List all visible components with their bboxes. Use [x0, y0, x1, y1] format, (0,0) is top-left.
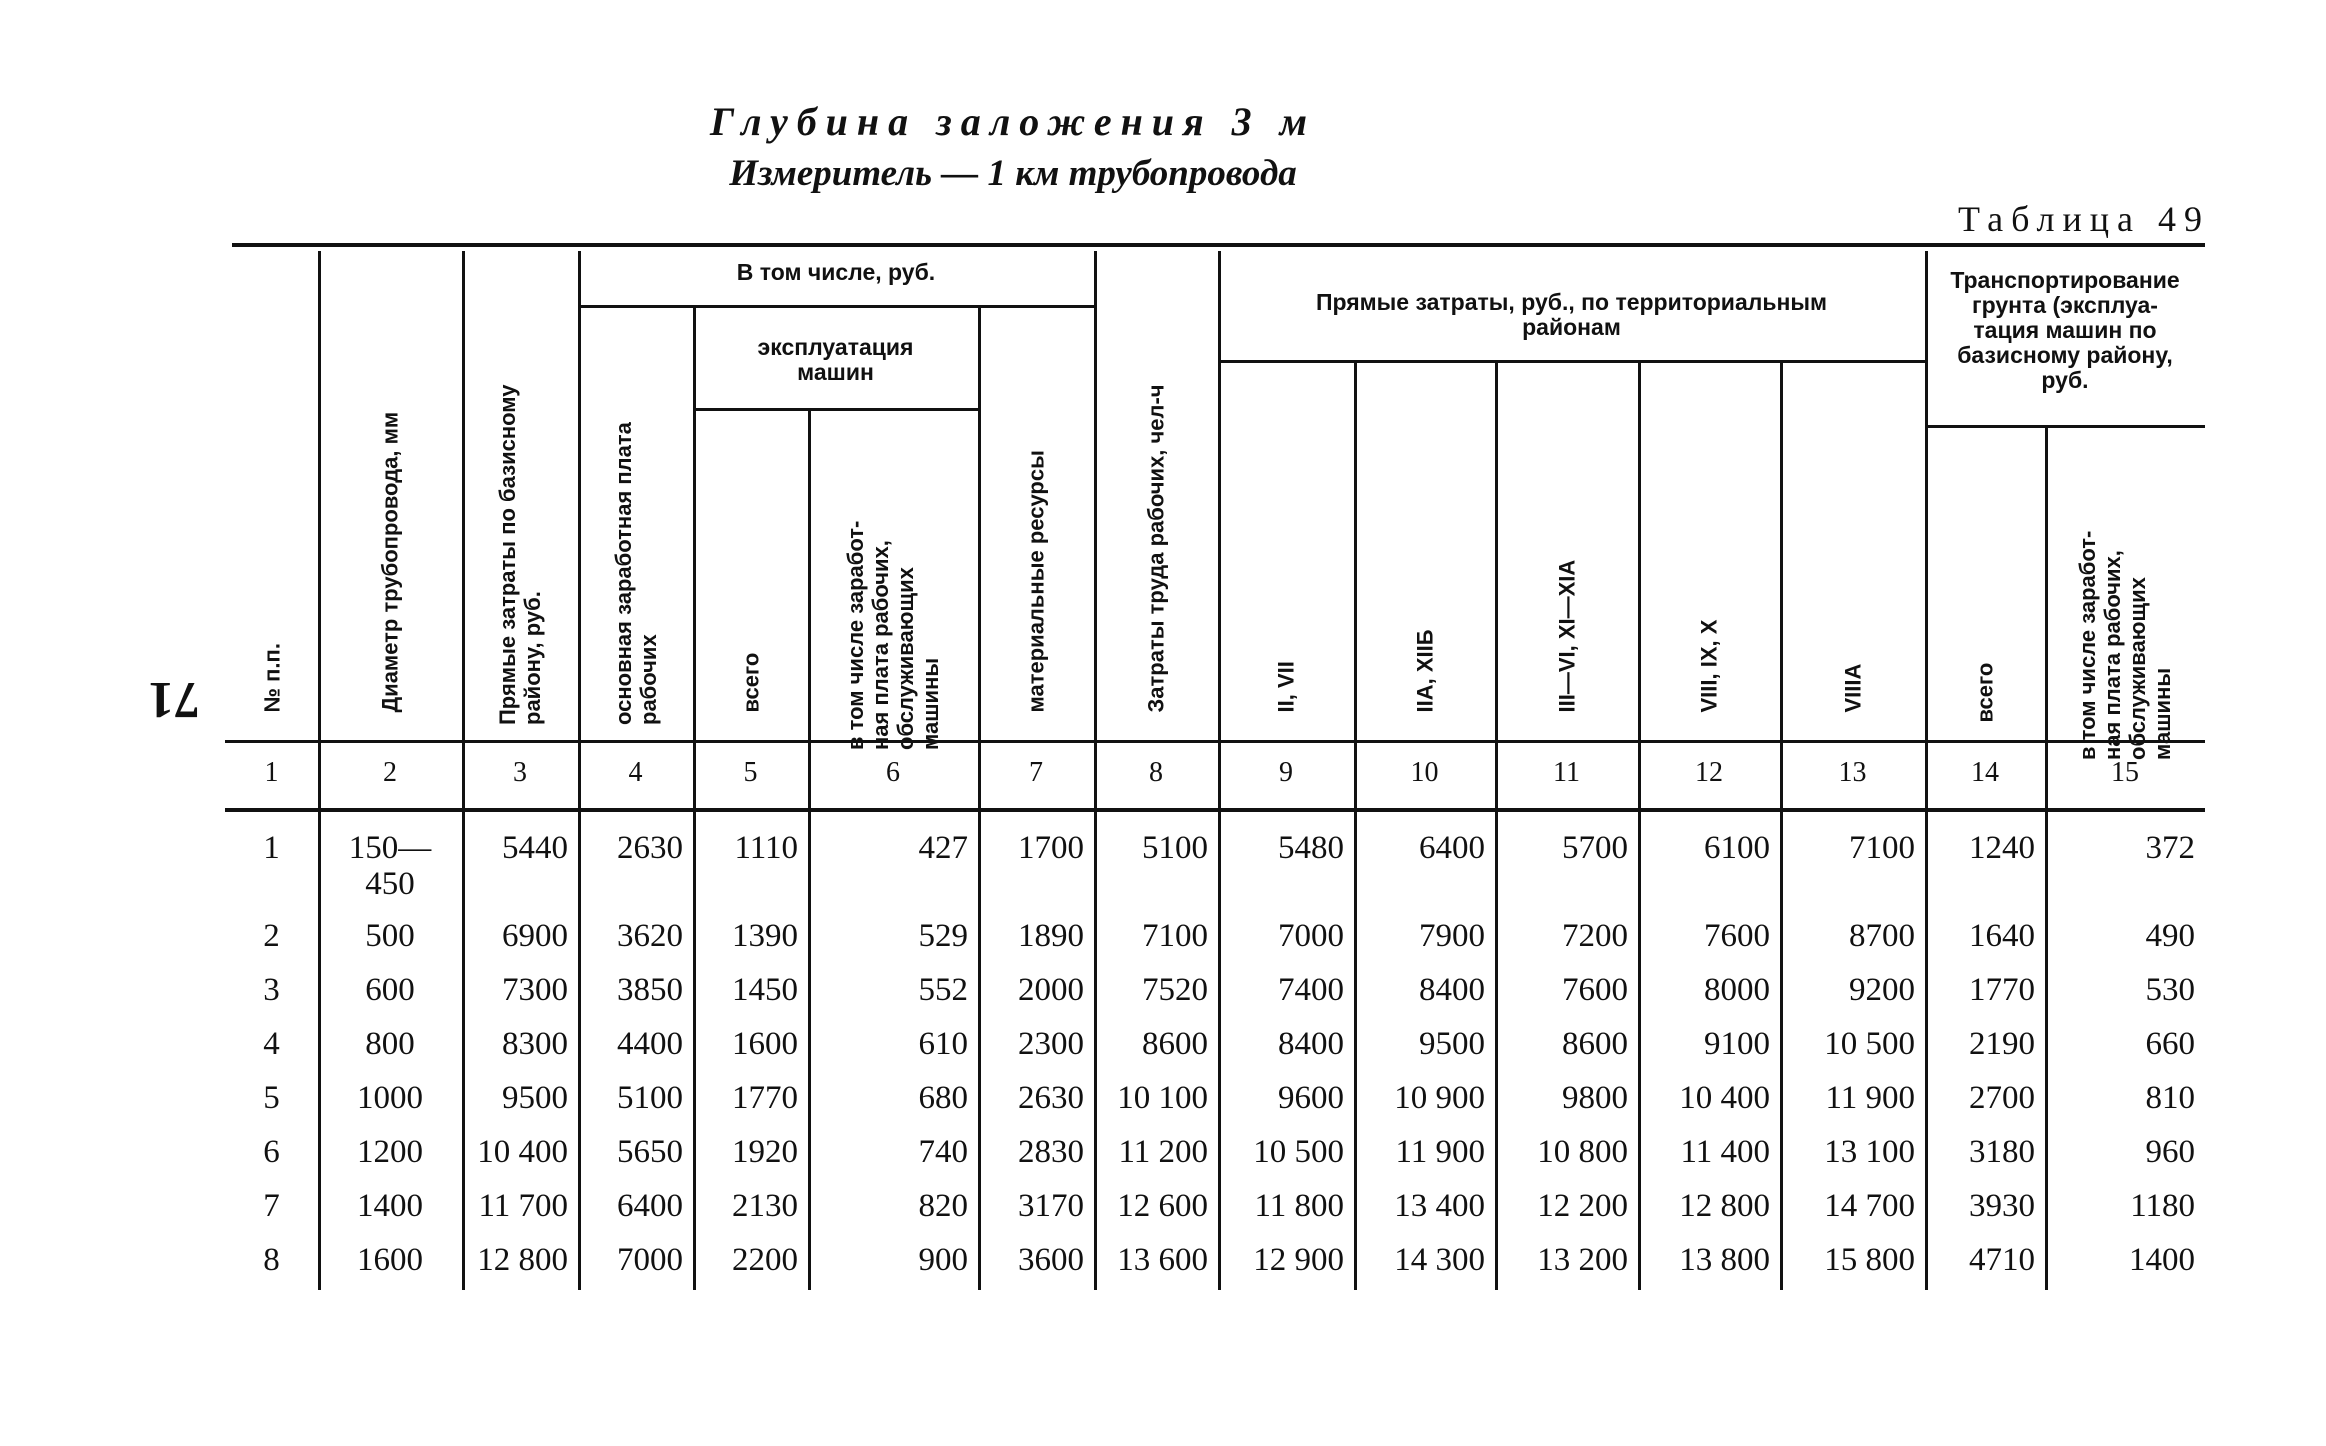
table-cell: 10 100: [1117, 1080, 1208, 1116]
table-cell: 8400: [1278, 1026, 1344, 1062]
table-cell: 1700: [1018, 830, 1084, 866]
table-cell: 1390: [732, 918, 798, 954]
column-divider: [808, 408, 811, 1290]
table-cell: 1: [263, 830, 280, 866]
table-cell: 14 300: [1394, 1242, 1485, 1278]
table-cell: 529: [918, 918, 968, 954]
column-number: 12: [1695, 757, 1723, 788]
header-c14: всего: [1972, 662, 1998, 723]
table-cell: 1400: [2129, 1242, 2195, 1278]
header-c10: IIA, XIIБ: [1412, 629, 1437, 713]
table-cell: 12 800: [1679, 1188, 1770, 1224]
table-cell: 2630: [617, 830, 683, 866]
column-number: 5: [743, 757, 758, 788]
group-mach-rule: [693, 408, 978, 411]
table-cell: 5100: [1142, 830, 1208, 866]
column-number: 15: [2111, 757, 2139, 788]
table-cell: 800: [365, 1026, 415, 1062]
table-cell: 9100: [1704, 1026, 1770, 1062]
column-divider: [462, 251, 465, 1290]
table-cell: 2000: [1018, 972, 1084, 1008]
column-divider: [978, 305, 981, 1290]
table-cell: 7600: [1562, 972, 1628, 1008]
column-number: 11: [1553, 757, 1580, 788]
column-number: 14: [1971, 757, 1999, 788]
column-number: 2: [383, 757, 397, 788]
header-c12: VIII, IX, X: [1696, 619, 1722, 713]
header-group-transport: Транспортирование грунта (эксплуа- тация машин по базисному району, руб.: [1950, 267, 2180, 393]
table-cell: 1000: [357, 1080, 423, 1116]
document-subtitle: Измеритель — 1 км трубопровода: [729, 153, 1297, 194]
header-bottom-rule: [225, 740, 2205, 743]
table-cell: 7400: [1278, 972, 1344, 1008]
table-cell: 1920: [732, 1134, 798, 1170]
table-cell: 4710: [1969, 1242, 2035, 1278]
column-number: 4: [628, 757, 643, 788]
table-cell: 5100: [617, 1080, 683, 1116]
table-cell: 1640: [1969, 918, 2035, 954]
table-cell: 10 800: [1537, 1134, 1628, 1170]
table-cell: 1110: [734, 830, 798, 866]
table-cell: 2200: [732, 1242, 798, 1278]
table-cell: 7100: [1142, 918, 1208, 954]
header-group-mach: эксплуатация машин: [757, 334, 914, 385]
table-cell: 6100: [1704, 830, 1770, 866]
table-cell: 820: [918, 1188, 968, 1224]
column-divider: [1638, 360, 1641, 1290]
column-divider: [1780, 360, 1783, 1290]
table-cell: 7100: [1849, 830, 1915, 866]
table-cell: 12 800: [477, 1242, 568, 1278]
table-cell: 9500: [1419, 1026, 1485, 1062]
table-cell: 9600: [1278, 1080, 1344, 1116]
table-cell: 3170: [1018, 1188, 1084, 1224]
table-cell: 10 900: [1394, 1080, 1485, 1116]
table-cell: 9200: [1849, 972, 1915, 1008]
column-divider: [2045, 425, 2048, 1290]
table-cell: 10 400: [1679, 1080, 1770, 1116]
table-cell: 3620: [617, 918, 683, 954]
table-cell: 600: [365, 972, 415, 1008]
table-cell: 5480: [1278, 830, 1344, 866]
header-c15: в том числе заработ- ная плата рабочих, обслуживающих машины: [2075, 530, 2175, 760]
table-cell: 150— 450: [348, 830, 432, 902]
column-divider: [318, 251, 321, 1290]
table-cell: 2300: [1018, 1026, 1084, 1062]
table-cell: 7200: [1562, 918, 1628, 954]
table-cell: 10 500: [1253, 1134, 1344, 1170]
table-cell: 1770: [1969, 972, 2035, 1008]
header-c9: II, VII: [1273, 661, 1299, 713]
table-cell: 7: [263, 1188, 280, 1224]
page-number: 71: [148, 671, 200, 728]
column-number: 9: [1279, 757, 1293, 788]
table-cell: 8600: [1562, 1026, 1628, 1062]
table-cell: 610: [918, 1026, 968, 1062]
table-cell: 6900: [502, 918, 568, 954]
table-cell: 530: [2145, 972, 2195, 1008]
header-c1: № п.п.: [259, 643, 284, 713]
table-cell: 7600: [1704, 918, 1770, 954]
table-cell: 14 700: [1824, 1188, 1915, 1224]
table-cell: 960: [2145, 1134, 2195, 1170]
table-cell: 1600: [357, 1242, 423, 1278]
table-cell: 900: [918, 1242, 968, 1278]
table-cell: 490: [2145, 918, 2195, 954]
table-cell: 10 400: [477, 1134, 568, 1170]
table-cell: 15 800: [1824, 1242, 1915, 1278]
table-cell: 13 800: [1679, 1242, 1770, 1278]
table-cell: 3930: [1969, 1188, 2035, 1224]
column-divider: [1094, 251, 1097, 1290]
column-divider: [578, 251, 581, 1290]
table-cell: 660: [2145, 1026, 2195, 1062]
header-group-regions: Прямые затраты, руб., по территориальным районам: [1315, 289, 1828, 340]
table-cell: 1400: [357, 1188, 423, 1224]
table-cell: 2700: [1969, 1080, 2035, 1116]
group-transport-rule: [1925, 425, 2205, 428]
table-cell: 13 600: [1117, 1242, 1208, 1278]
table-cell: 6400: [1419, 830, 1485, 866]
group-incl-rule: [578, 305, 1094, 308]
table-cell: 1180: [2130, 1188, 2195, 1224]
table-cell: 740: [918, 1134, 968, 1170]
table-cell: 3600: [1018, 1242, 1084, 1278]
table-cell: 1600: [732, 1026, 798, 1062]
table-cell: 11 700: [478, 1188, 568, 1224]
table-cell: 7000: [1278, 918, 1344, 954]
table-cell: 3180: [1969, 1134, 2035, 1170]
table-cell: 2190: [1969, 1026, 2035, 1062]
column-number: 8: [1149, 757, 1163, 788]
table-cell: 10 500: [1824, 1026, 1915, 1062]
table-cell: 500: [365, 918, 415, 954]
table-cell: 6400: [617, 1188, 683, 1224]
column-divider: [693, 305, 696, 1290]
column-number: 1: [264, 757, 279, 788]
table-cell: 12 900: [1253, 1242, 1344, 1278]
column-divider: [1218, 251, 1221, 1290]
table-cell: 11 900: [1825, 1080, 1915, 1116]
column-number: 7: [1029, 757, 1043, 788]
table-cell: 2830: [1018, 1134, 1084, 1170]
table-cell: 8300: [502, 1026, 568, 1062]
table-cell: 3850: [617, 972, 683, 1008]
column-divider: [1925, 251, 1928, 1290]
table-cell: 1200: [357, 1134, 423, 1170]
column-number: 10: [1410, 757, 1439, 788]
table-cell: 5700: [1562, 830, 1628, 866]
table-cell: 7300: [502, 972, 568, 1008]
table-cell: 9500: [502, 1080, 568, 1116]
table-cell: 11 900: [1395, 1134, 1485, 1170]
table-cell: 552: [918, 972, 968, 1008]
table-label: Таблица 49: [1958, 199, 2210, 239]
table-cell: 1890: [1018, 918, 1084, 954]
table-cell: 7000: [617, 1242, 683, 1278]
table-cell: 1770: [732, 1080, 798, 1116]
table-cell: 680: [918, 1080, 968, 1116]
table-cell: 1240: [1969, 830, 2035, 866]
table-cell: 4400: [617, 1026, 683, 1062]
table-cell: 2: [263, 918, 280, 954]
column-number-rule: [225, 808, 2205, 812]
table-cell: 9800: [1562, 1080, 1628, 1116]
table-cell: 11 400: [1680, 1134, 1770, 1170]
table-cell: 5650: [617, 1134, 683, 1170]
document-title: Глубина заложения 3 м: [709, 99, 1317, 144]
table-cell: 11 800: [1254, 1188, 1344, 1224]
table-cell: 427: [918, 830, 968, 866]
column-number: 6: [886, 757, 900, 788]
header-c13: VIIIA: [1840, 663, 1865, 713]
table-cell: 5: [263, 1080, 280, 1116]
column-number: 13: [1838, 757, 1867, 788]
column-number: 3: [513, 757, 527, 788]
header-c5: всего: [738, 652, 763, 713]
table-cell: 8: [263, 1242, 280, 1278]
table-cell: 372: [2145, 830, 2195, 866]
table-cell: 810: [2145, 1080, 2195, 1116]
table-cell: 6: [263, 1134, 280, 1170]
table-cell: 2630: [1018, 1080, 1084, 1116]
header-c8: Затраты труда рабочих, чел-ч: [1143, 384, 1169, 713]
table-cell: 12 600: [1117, 1188, 1208, 1224]
header-c6: в том числе заработ- ная плата рабочих, обслуживающих машины: [843, 520, 943, 750]
column-divider: [1495, 360, 1498, 1290]
table-cell: 4: [263, 1026, 280, 1062]
table-cell: 8000: [1704, 972, 1770, 1008]
table-cell: 13 100: [1824, 1134, 1915, 1170]
table-cell: 13 400: [1394, 1188, 1485, 1224]
header-group-incl: В том числе, руб.: [736, 259, 936, 285]
header-c11: III—VI, XI—XIA: [1554, 559, 1579, 713]
table-cell: 3: [263, 972, 280, 1008]
table-cell: 12 200: [1537, 1188, 1628, 1224]
table-cell: 8600: [1142, 1026, 1208, 1062]
table-cell: 8400: [1419, 972, 1485, 1008]
header-c4: основная заработная плата рабочих: [610, 422, 661, 725]
header-c2: Диаметр трубопровода, мм: [377, 411, 403, 713]
header-c7: материальные ресурсы: [1023, 450, 1049, 713]
table-cell: 2130: [732, 1188, 798, 1224]
table-cell: 13 200: [1537, 1242, 1628, 1278]
header-c3: Прямые затраты по базисному району, руб.: [495, 384, 545, 725]
group-regions-rule: [1218, 360, 1925, 363]
table-cell: 8700: [1849, 918, 1915, 954]
table-cell: 7520: [1142, 972, 1208, 1008]
table-cell: 1450: [732, 972, 798, 1008]
column-divider: [1354, 360, 1357, 1290]
table-cell: 11 200: [1118, 1134, 1208, 1170]
table-cell: 5440: [502, 830, 568, 866]
table-cell: 7900: [1419, 918, 1485, 954]
table-top-rule: [232, 243, 2205, 247]
